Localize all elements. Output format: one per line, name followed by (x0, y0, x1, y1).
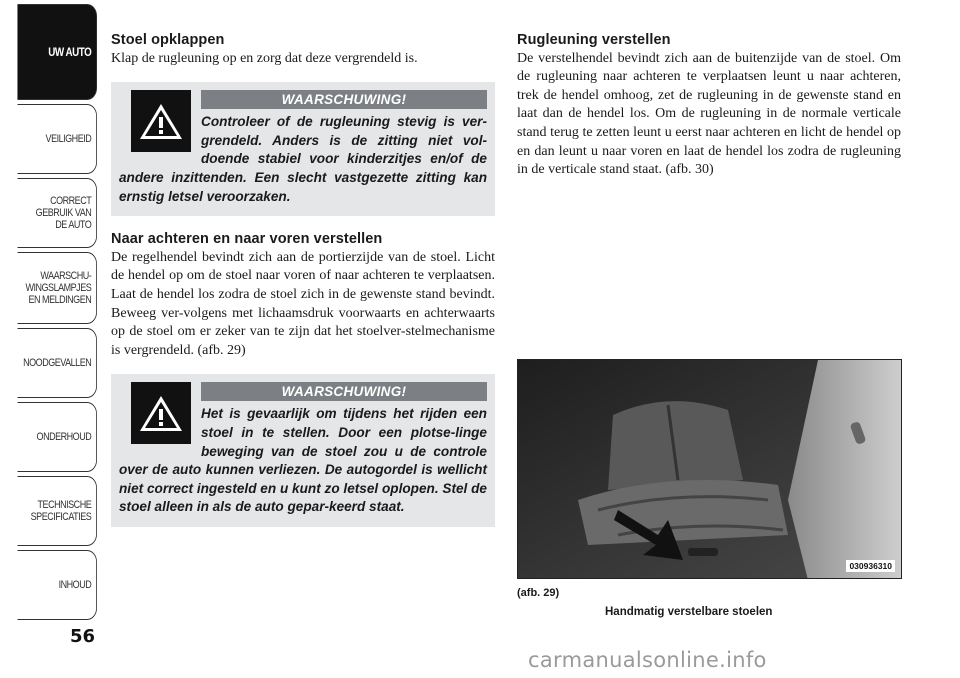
paragraph-verstellen: De regelhendel bevindt zich aan de portierzijde van de stoel. Licht de hendel op om de stoel naar voren of naar achteren te verplaatsen. Laat de hendel los zodra de stoel zich in de gewenste stand bevindt. Beweeg ver-volgens met lichaamsdruk voorwaarts en achterwaarts op de stoel om er zeker van te zijn dat het stoelver-stelmechanisme is vergrendeld. (afb. 29) (111, 249, 495, 358)
tab-technische-specificaties[interactable]: TECHNISCHE SPECIFICATIES (17, 476, 97, 546)
figure-number: (afb. 29) (517, 587, 560, 599)
warning-text-1: Controleer of de rugleuning stevig is ver-grendeld. Anders is de zitting niet vol-doende stabiel voor kinderzitjes en/of de andere inzittenden. Een slecht vastgezette zitting kan ernstig letsel veroorzaken. (119, 114, 487, 204)
tab-inhoud[interactable]: INHOUD (17, 550, 97, 620)
paragraph-opklappen: Klap de rugleuning op en zorg dat deze vergrendeld is. (111, 50, 418, 66)
tab-onderhoud[interactable]: ONDERHOUD (17, 402, 97, 472)
warning-title-1: WAARSCHUWING! (201, 90, 487, 109)
watermark: carmanualsonline.info (528, 648, 767, 672)
seat-photo (517, 359, 902, 579)
heading-stoel-opklappen: Stoel opklappen (111, 32, 225, 48)
heading-rugleuning: Rugleuning verstellen (517, 32, 671, 48)
tab-waarschuwingslampjes[interactable]: WAARSCHU- WINGSLAMPJES EN MELDINGEN (17, 252, 97, 324)
tab-uw-auto[interactable]: UW AUTO (17, 4, 97, 100)
warning-triangle-icon (131, 382, 191, 444)
warning-text-2: Het is gevaarlijk om tijdens het rijden een stoel in te stellen. Door een plotse-linge beweging van de stoel zou u de controle over de auto kunnen verliezen. De autogordel is wellicht niet correct ingesteld en u kunt zo letsel oplopen. Stel de stoel alleen in als de auto gepar-keerd staat. (119, 406, 487, 515)
seat-illustration (518, 360, 902, 579)
paragraph-rugleuning: De verstelhendel bevindt zich aan de buitenzijde van de stoel. Om de rugleuning naar achteren te verplaatsen leunt u naar achteren, trek de hendel omhoog, zet de rugleuning in de gewenste stand en laat dan de hendel los. Om de rugleuning in de normale verticale stand terug te zetten leunt u eerst naar achteren en licht de hendel op en dan leunt u naar voren en laat de hendel los zodra de rugleuning in de verticale stand staat. (afb. 30) (517, 50, 901, 178)
warning-box-2 (111, 374, 495, 527)
warning-triangle-icon (131, 90, 191, 152)
warning-title-2: WAARSCHUWING! (201, 382, 487, 401)
tab-veiligheid[interactable]: VEILIGHEID (17, 104, 97, 174)
left-column (111, 31, 495, 527)
figure-caption: Handmatig verstelbare stoelen (605, 606, 773, 618)
warning-box-1 (111, 82, 495, 216)
heading-verstellen: Naar achteren en naar voren verstellen (111, 231, 383, 248)
tab-correct-gebruik[interactable]: CORRECT GEBRUIK VAN DE AUTO (17, 178, 97, 248)
tab-noodgevallen[interactable]: NOODGEVALLEN (17, 328, 97, 398)
right-column (517, 31, 901, 180)
page-number: 56 (70, 626, 96, 647)
figure-code: 030936310 (846, 560, 895, 572)
